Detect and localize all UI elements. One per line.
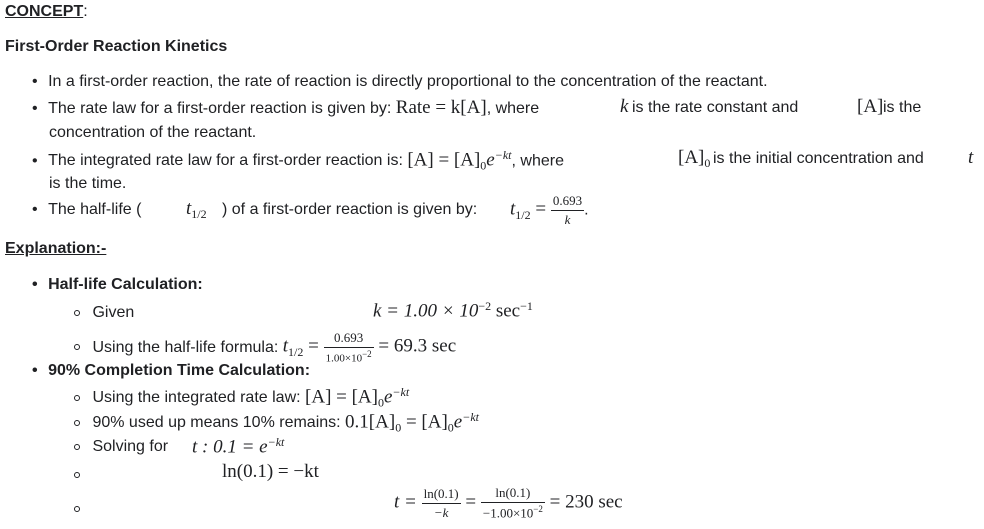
concept-colon: :: [83, 3, 88, 20]
denominator: [481, 503, 545, 521]
bullet-text: Given: [92, 304, 135, 321]
math: [A] = [A]: [305, 386, 378, 408]
fraction: [422, 486, 461, 521]
bullet-text: 90% used up means 10% remains:: [92, 414, 346, 432]
bullet-text: In a first-order reaction, the rate of reaction is directly proportional to the concentration of the reactant.: [48, 73, 768, 90]
e-symbol: e: [453, 411, 463, 433]
subscript: 0: [395, 420, 402, 435]
integrated-law-math: [A] = [A]: [407, 149, 481, 171]
A0-symbol: [678, 147, 710, 171]
half-life-calc-line: [74, 330, 456, 365]
circle-bullet: [74, 420, 80, 426]
integrated-law-line: [74, 385, 409, 411]
ln-math: ln(0.1) = −kt: [222, 461, 319, 482]
circle-bullet: [74, 506, 80, 512]
final-equation: [394, 485, 623, 521]
circle-bullet: [74, 395, 80, 401]
exponent: −kt: [267, 435, 285, 449]
circle-bullet: [74, 310, 80, 316]
bullet-text: is the rate constant and: [632, 99, 799, 116]
bullet-text: The half-life (: [48, 201, 142, 218]
bullet-dot: •: [32, 362, 38, 379]
bullet-text: The integrated rate law for a first-order reaction is:: [48, 152, 408, 170]
solving-line: [74, 438, 168, 456]
circle-bullet: [74, 444, 80, 450]
exponent: −2: [362, 349, 372, 359]
denominator: k: [564, 212, 571, 227]
t-symbol: t: [968, 147, 974, 168]
exponent: −2: [533, 504, 543, 514]
subscript: 1/2: [288, 344, 304, 359]
bullet-text: Using the half-life formula:: [92, 338, 283, 356]
A-symbol: [A]: [857, 96, 884, 117]
t-symbol: t: [282, 335, 289, 357]
math: 0.1[A]: [345, 411, 396, 433]
bullet-text: is the time.: [49, 175, 127, 192]
bullet-dot: •: [32, 73, 38, 90]
bullet-text: Solving for: [92, 438, 169, 455]
fraction: [324, 330, 374, 365]
k-value: k = 1.00 × 10: [373, 300, 479, 322]
subscript: 0: [704, 156, 711, 171]
bullet-text: , where: [511, 152, 564, 170]
subscript: 0: [447, 420, 454, 435]
t-symbol: t =: [394, 491, 422, 513]
bullet-dot: •: [32, 201, 38, 218]
rate-law-math: Rate = k[A]: [395, 97, 487, 118]
bullet-text: is the: [883, 99, 922, 116]
half-life-formula: [510, 193, 589, 228]
given-line: [74, 304, 134, 322]
numerator: 0.693: [551, 193, 584, 211]
denominator: −k: [433, 504, 449, 520]
bullet-text: is the initial concentration and: [713, 150, 924, 167]
rate-constant-math: [373, 299, 533, 322]
subsection-title: 90% Completion Time Calculation:: [48, 362, 311, 379]
result: = 69.3 sec: [373, 335, 457, 357]
bullet-text: concentration of the reactant.: [49, 124, 257, 141]
remaining-line: [74, 410, 479, 436]
math: = [A]: [401, 411, 448, 433]
explanation-heading: Explanation:-: [5, 240, 107, 257]
bullet-dot: •: [32, 276, 38, 293]
bullet-text: , where: [486, 100, 540, 117]
e-symbol: e: [486, 149, 495, 171]
bullet-text: Using the integrated rate law:: [92, 389, 306, 407]
concept-bullet-2: [32, 97, 539, 119]
concept-bullet-3: [32, 148, 564, 174]
subscript: 1/2: [191, 207, 207, 222]
solving-math: [192, 435, 284, 458]
equals: =: [303, 335, 324, 357]
half-life-symbol: [186, 198, 207, 222]
exponent: −kt: [494, 148, 512, 162]
e-symbol: e: [383, 386, 393, 408]
t-symbol: t: [510, 198, 516, 220]
concept-heading: CONCEPT: [5, 3, 84, 20]
circle-bullet: [74, 472, 80, 478]
bullet-text: The rate law for a first-order reaction is given by:: [48, 100, 396, 117]
equals: =: [460, 491, 481, 513]
denominator-base: −1.00×10: [482, 505, 534, 521]
exponent: −1: [520, 299, 533, 313]
math: t : 0.1 = e: [192, 436, 268, 458]
bullet-dot: •: [32, 100, 38, 117]
subsection-half-life: [32, 276, 203, 294]
concept-heading-line: [5, 3, 88, 21]
fraction: [551, 193, 584, 228]
ln-line: [74, 466, 80, 484]
equals: =: [530, 198, 551, 220]
A-symbol: [A]: [678, 147, 705, 168]
result: = 230 sec: [544, 491, 623, 513]
exponent: −2: [478, 299, 492, 313]
subscript: 1/2: [515, 207, 531, 222]
bullet-text: ) of a first-order reaction is given by:: [222, 201, 478, 218]
exponent: −kt: [392, 385, 410, 399]
numerator: ln(0.1): [422, 486, 461, 504]
unit: sec: [491, 300, 521, 322]
period: .: [584, 201, 589, 219]
numerator: 0.693: [324, 330, 374, 348]
denominator-base: 1.00×10: [325, 352, 363, 365]
fraction: [481, 485, 545, 521]
subscript: 0: [480, 158, 487, 173]
circle-bullet: [74, 344, 80, 350]
subsection-title: Half-life Calculation:: [48, 276, 203, 293]
t-symbol: t: [186, 198, 192, 219]
concept-bullet-1: [32, 73, 768, 91]
denominator: [324, 348, 374, 365]
subsection-completion: [32, 362, 310, 380]
numerator: ln(0.1): [481, 485, 545, 503]
concept-bullet-4: [32, 201, 141, 219]
final-line: [74, 500, 80, 518]
bullet-dot: •: [32, 152, 38, 170]
exponent: −kt: [462, 410, 479, 424]
subscript: 0: [377, 395, 384, 410]
k-symbol: k: [620, 96, 629, 117]
section-title: First-Order Reaction Kinetics: [5, 38, 228, 55]
